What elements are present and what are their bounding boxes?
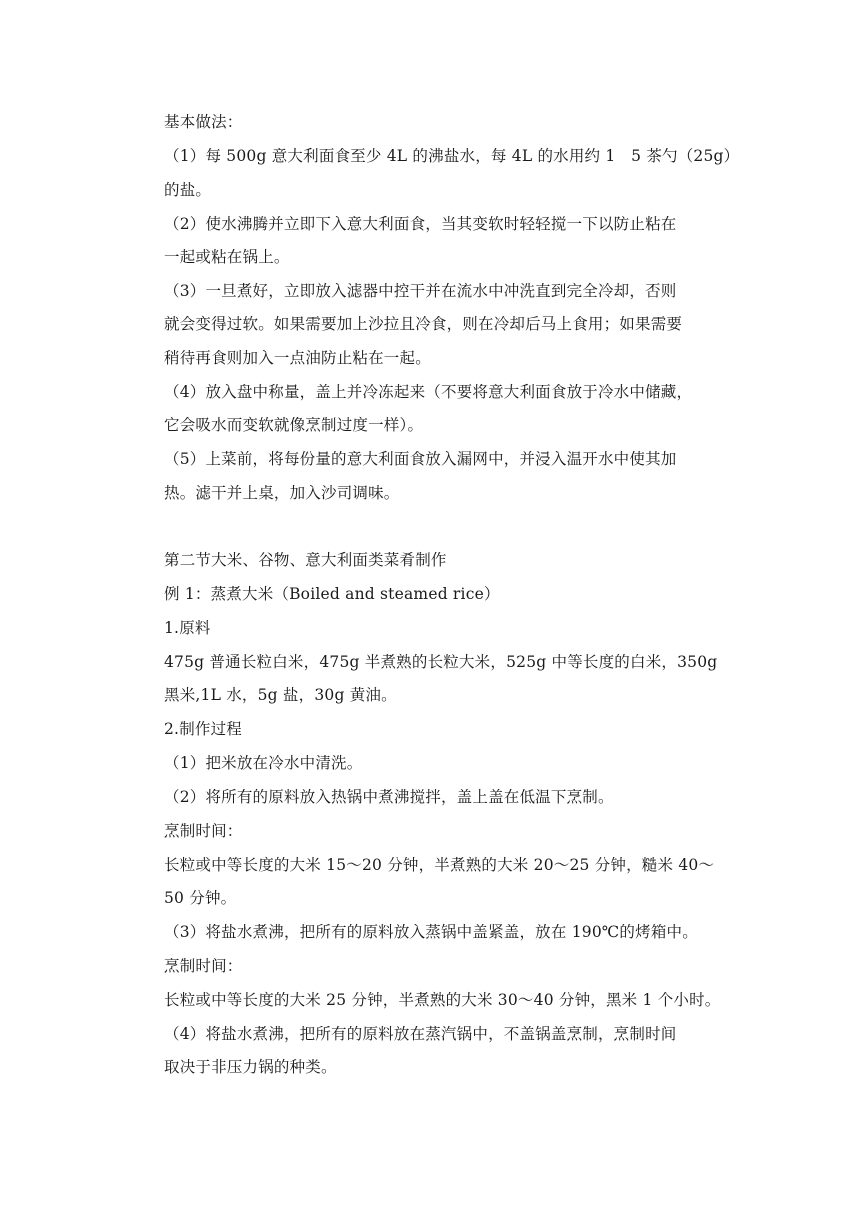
cooking-time-label-2: 烹制时间： [164,957,243,975]
process-heading: 2.制作过程 [164,720,242,738]
step-3-line-3: 稍待再食则加入一点油防止粘在一起。 [164,349,431,367]
step-4-line-2: 它会吸水而变软就像烹制过度一样）。 [164,416,424,434]
section-title: 第二节大米、谷物、意大利面类菜肴制作 [164,551,447,569]
step-2-line-1: （2）使水沸腾并立即下入意大利面食，当其变软时轻轻搅一下以防止粘在 [164,215,677,233]
ingredients-line-2: 黑米,1L 水，5g 盐，30g 黄油。 [164,686,397,704]
example-title: 例 1：蒸煮大米（Boiled and steamed rice） [164,585,500,603]
step-1-line-1: （1）每 500g 意大利面食至少 4L 的沸盐水，每 4L 的水用约 1 5 茶勺（25g） [164,147,740,165]
step-3-line-1: （3）一旦煮好，立即放入滤器中控干并在流水中冲洗直到完全冷却，否则 [164,282,677,300]
process-step-4-line-1: （4）将盐水煮沸，把所有的原料放在蒸汽锅中，不盖锅盖烹制，烹制时间 [164,1025,677,1043]
cooking-time-label-1: 烹制时间： [164,822,243,840]
ingredients-heading: 1.原料 [164,619,211,637]
step-2-line-2: 一起或粘在锅上。 [164,248,290,266]
step-1-line-2: 的盐。 [164,181,212,199]
ingredients-line-1: 475g 普通长粒白米，475g 半煮熟的长粒大米，525g 中等长度的白米，350g [164,653,718,671]
cooking-time-1-line-2: 50 分钟。 [164,889,237,907]
cooking-time-2-line-1: 长粒或中等长度的大米 25 分钟，半煮熟的大米 30～40 分钟，黑米 1 个小时。 [164,991,721,1009]
step-5-line-1: （5）上菜前，将每份量的意大利面食放入漏网中，并浸入温开水中使其加 [164,450,677,468]
section-heading-basic-method: 基本做法： [164,113,243,131]
process-step-3: （3）将盐水煮沸，把所有的原料放入蒸锅中盖紧盖，放在 190℃的烤箱中。 [164,923,698,941]
process-step-1: （1）把米放在冷水中清洗。 [164,754,363,772]
step-5-line-2: 热。滤干并上桌，加入沙司调味。 [164,484,400,502]
cooking-time-1-line-1: 长粒或中等长度的大米 15～20 分钟，半煮熟的大米 20～25 分钟，糙米 40～ [164,856,715,874]
process-step-4-line-2: 取决于非压力锅的种类。 [164,1058,337,1076]
step-3-line-2: 就会变得过软。如果需要加上沙拉且冷食，则在冷却后马上食用；如果需要 [164,315,683,333]
step-4-line-1: （4）放入盘中称量，盖上并冷冻起来（不要将意大利面食放于冷水中储藏， [164,383,693,401]
process-step-2: （2）将所有的原料放入热锅中煮沸搅拌，盖上盖在低温下烹制。 [164,788,614,806]
